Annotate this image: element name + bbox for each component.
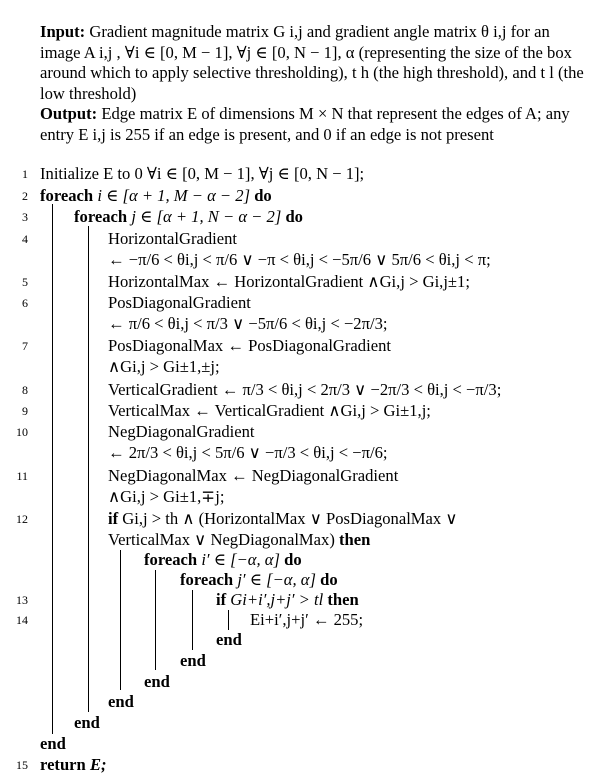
line-number: 9 [22,404,28,418]
line-10-cont: ← 2π/3 < θi,j < 5π/6 ∨ −π/3 < θi,j < −π/6; [108,443,388,462]
keyword-then: then [339,530,371,549]
end-if: end [108,692,134,711]
block-bar-foreach-i [52,204,53,734]
line-12-cont-expr: VerticalMax ∨ NegDiagonalMax) [108,530,335,549]
line-2-expr: i ∈ [α + 1, M − α − 2] [97,186,251,205]
line-6: PosDiagonalGradient [108,293,251,312]
keyword-foreach: foreach [144,550,198,569]
line-foreach-j-prime [180,570,338,590]
line-9: VerticalMax ← VerticalGradient ∧Gi,j > Gi±1,j; [108,401,431,420]
line-13 [216,590,359,610]
foreach-j-prime-expr: j′ ∈ [−α, α] [237,570,316,589]
return-value: E; [89,755,107,774]
foreach-i-prime-expr: i′ ∈ [−α, α] [201,550,280,569]
keyword-do: do [284,550,302,569]
block-bar-foreach-i-prime [155,570,156,670]
line-12-expr: Gi,j > th ∧ (HorizontalMax ∨ PosDiagonalMax ∨ [122,509,458,528]
output-text: Edge matrix E of dimensions M × N that represent the edges of A; any entry E i,j is 255 if an edge is present, and 0 if an edge is not present [40,104,570,144]
line-7: PosDiagonalMax ← PosDiagonalGradient [108,336,391,355]
keyword-foreach: foreach [180,570,234,589]
block-bar-if [120,550,121,690]
output-spec [40,104,585,145]
line-13-expr: Gi+i′,j+j′ > tl [230,590,324,609]
block-bar-foreach-j-prime [192,590,193,650]
line-6-cont: ← π/6 < θi,j < π/3 ∨ −5π/6 < θi,j < −2π/3; [108,314,388,333]
line-4-cont: ← −π/6 < θi,j < π/6 ∨ −π < θi,j < −5π/6 ∨ 5π/6 < θi,j < π; [108,250,491,269]
line-4: HorizontalGradient [108,229,238,248]
output-label: Output: [40,104,98,123]
end-foreach-i-prime: end [144,672,170,691]
line-number: 4 [22,232,28,246]
keyword-foreach: foreach [74,207,128,226]
end-foreach-j-prime: end [180,651,206,670]
line-11-cont: ∧Gi,j > Gi±1,∓j; [108,487,225,506]
end-inner-if: end [216,630,242,649]
input-label: Input: [40,22,86,41]
line-number: 11 [16,469,28,483]
keyword-do: do [254,186,272,205]
line-number: 14 [16,613,28,627]
line-number: 3 [22,210,28,224]
line-number: 6 [22,296,28,310]
line-number: 13 [16,593,28,607]
keyword-if: if [216,590,227,609]
line-foreach-i-prime [144,550,302,570]
keyword-then: then [327,590,359,609]
line-1: Initialize E to 0 ∀i ∈ [0, M − 1], ∀j ∈ [0, N − 1]; [40,164,365,183]
line-number: 15 [16,758,28,772]
line-number: 8 [22,383,28,397]
line-number: 10 [16,425,28,439]
block-bar-inner-if [228,610,229,630]
line-number: 7 [22,339,28,353]
line-14: Ei+i′,j+j′ ← 255; [250,610,364,629]
line-number: 5 [22,275,28,289]
line-12-cont [108,530,370,550]
line-number: 2 [22,189,28,203]
keyword-foreach: foreach [40,186,94,205]
line-3 [74,207,303,227]
line-3-expr: j ∈ [α + 1, N − α − 2] [131,207,282,226]
line-2 [40,186,272,206]
line-5: HorizontalMax ← HorizontalGradient ∧Gi,j > Gi,j±1; [108,272,470,291]
line-number: 12 [16,512,28,526]
keyword-return: return [40,755,86,774]
line-11: NegDiagonalMax ← NegDiagonalGradient [108,466,399,485]
line-number: 1 [22,167,28,181]
line-7-cont: ∧Gi,j > Gi±1,±j; [108,357,220,376]
keyword-if: if [108,509,119,528]
input-spec [40,22,585,104]
end-foreach-i: end [40,734,66,753]
line-15 [40,755,107,775]
keyword-do: do [285,207,303,226]
keyword-do: do [320,570,338,589]
line-10: NegDiagonalGradient [108,422,255,441]
line-12 [108,509,458,529]
line-8: VerticalGradient ← π/3 < θi,j < 2π/3 ∨ −2π/3 < θi,j < −π/3; [108,380,502,399]
block-bar-foreach-j [88,226,89,712]
end-foreach-j: end [74,713,100,732]
input-text: Gradient magnitude matrix G i,j and gradient angle matrix θ i,j for an image A i,j , ∀i ∈ [0, M − 1], ∀j ∈ [0, N − 1], α (representing the size of the box around which to apply selective thresholding), t h (the high threshold), and t l (the low threshold) [40,22,584,103]
